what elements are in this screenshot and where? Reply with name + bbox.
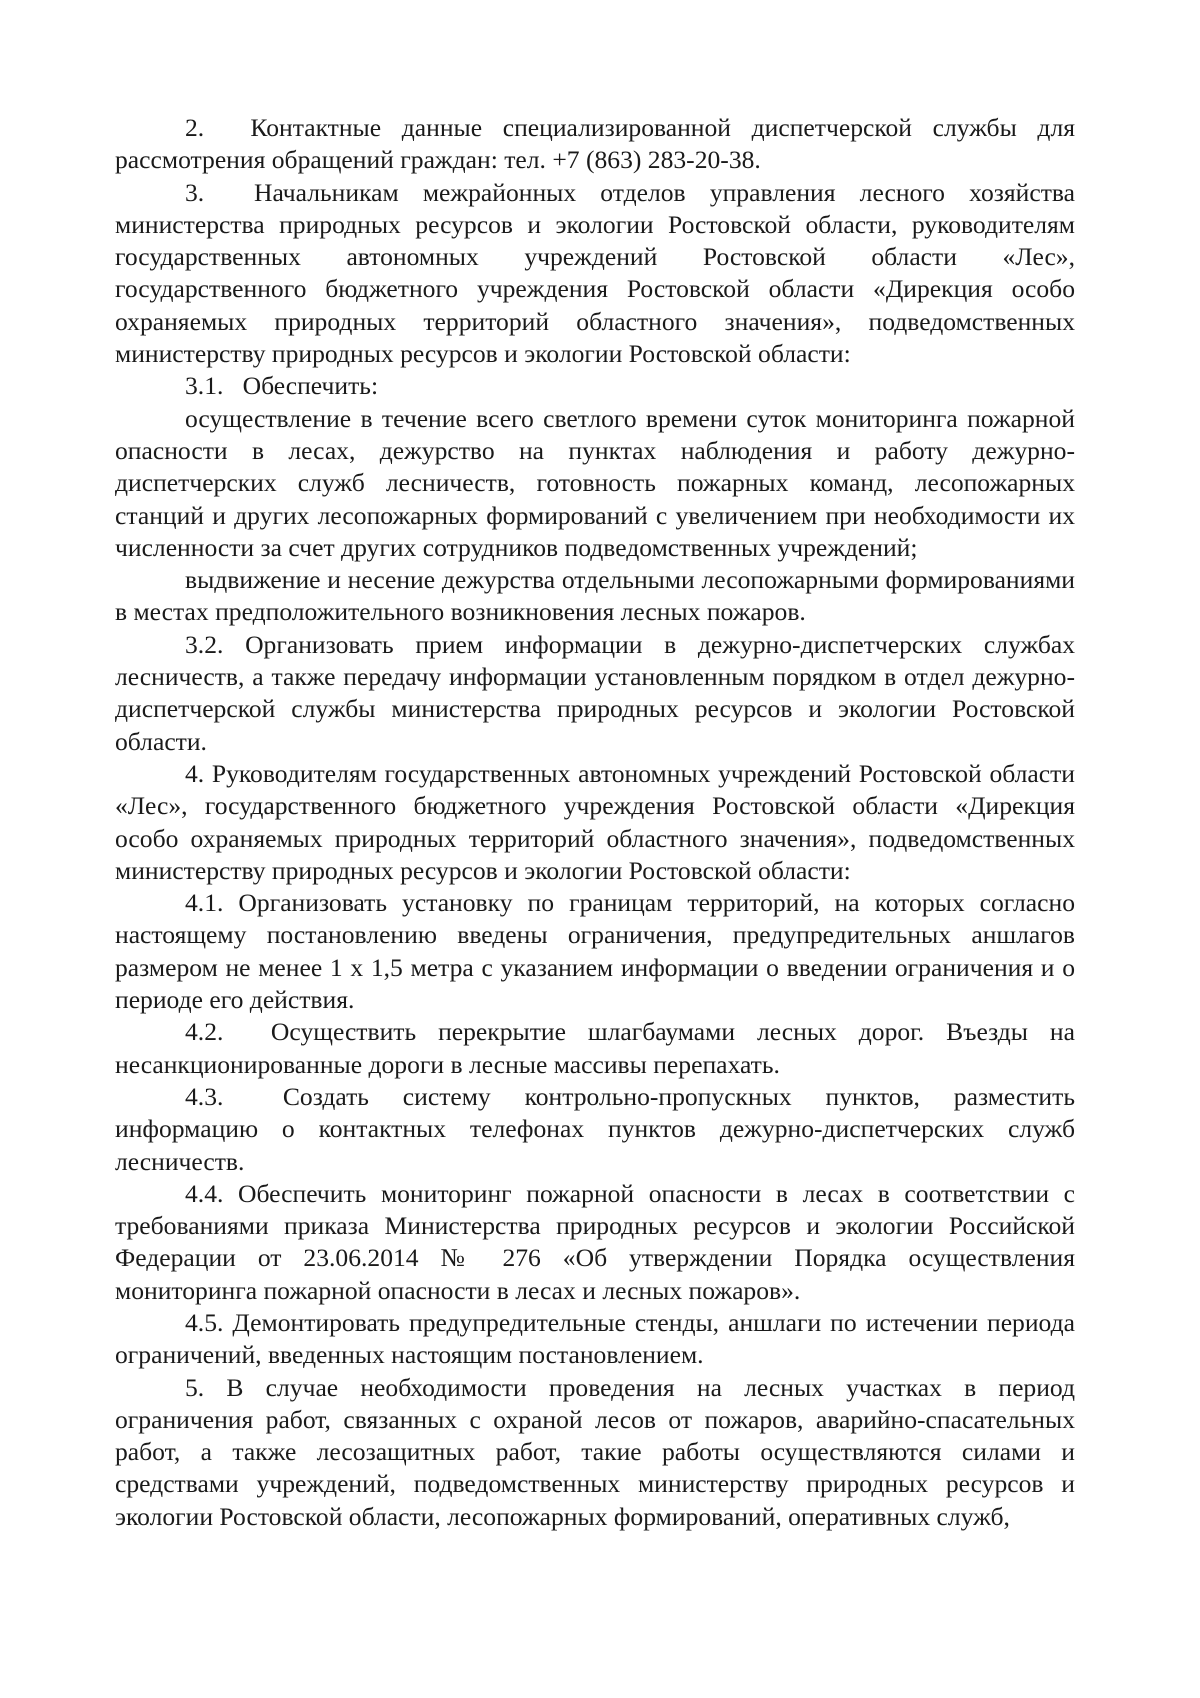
paragraph-4-leaders: 4. Руководителям государственных автономных учреждений Ростовской области «Лес», государственного бюджетного учреждения Ростовской области «Дирекция особо охраняемых природных территорий областного значения», подведомственных министерству природных ресурсов и экологии Ростовской области: <box>115 758 1075 885</box>
paragraph-3-2: 3.2. Организовать прием информации в дежурно-диспетчерских службах лесничеств, а также передачу информации установленным порядком в отдел дежурно-диспетчерской службы министерства природных ресурсов и экологии Ростовской области. <box>115 629 1075 756</box>
paragraph-3-1-duty: выдвижение и несение дежурства отдельными лесопожарными формированиями в местах предположительного возникновения лесных пожаров. <box>115 565 1075 627</box>
paragraph-4-3: 4.3. Создать систему контрольно-пропускных пунктов, разместить информацию о контактных телефонах пунктов дежурно-диспетчерских служб лесничеств. <box>115 1081 1075 1176</box>
paragraph-4-1: 4.1. Организовать установку по границам территорий, на которых согласно настоящему постановлению введены ограничения, предупредительных аншлагов размером не менее 1 х 1,5 метра с указанием информации о введении ограничения и о периоде его действия. <box>115 888 1075 1015</box>
paragraph-4-4: 4.4. Обеспечить мониторинг пожарной опасности в лесах в соответствии с требованиями приказа Министерства природных ресурсов и экологии Российской Федерации от 23.06.2014 № 276 «Об утверждении Порядка осуществления мониторинга пожарной опасности в лесах и лесных пожаров». <box>115 1178 1075 1305</box>
paragraph-3-1: 3.1. Обеспечить: <box>185 371 379 401</box>
paragraph-5: 5. В случае необходимости проведения на лесных участках в период ограничения работ, связанных с охраной лесов от пожаров, аварийно-спасательных работ, а также лесозащитных работ, такие работы осуществляются силами и средствами учреждений, подведомственных министерству природных ресурсов и экологии Ростовской области, лесопожарных формирований, оперативных служб, <box>115 1372 1075 1531</box>
paragraph-3-1-monitoring: осуществление в течение всего светлого времени суток мониторинга пожарной опасности в лесах, дежурство на пунктах наблюдения и работу дежурно-диспетчерских служб лесничеств, готовность пожарных команд, лесопожарных станций и других лесопожарных формирований с увеличением при необходимости их численности за счет других сотрудников подведомственных учреждений; <box>115 403 1075 562</box>
paragraph-2-contacts: 2. Контактные данные специализированной диспетчерской службы для рассмотрения обращений граждан: тел. +7 (863) 283-20-38. <box>115 113 1075 175</box>
paragraph-4-5: 4.5. Демонтировать предупредительные стенды, аншлаги по истечении периода ограничений, введенных настоящим постановлением. <box>115 1307 1075 1370</box>
paragraph-3-heads: 3. Начальникам межрайонных отделов управления лесного хозяйства министерства природных ресурсов и экологии Ростовской области, руководителям государственных автономных учреждений Ростовской области «Лес», государственного бюджетного учреждения Ростовской области «Дирекция особо охраняемых природных территорий областного значения», подведомственных министерству природных ресурсов и экологии Ростовской области: <box>115 177 1075 369</box>
document-body <box>115 112 1075 1533</box>
paragraph-4-2: 4.2. Осуществить перекрытие шлагбаумами лесных дорог. Въезды на несанкционированные дороги в лесные массивы перепахать. <box>115 1017 1075 1079</box>
